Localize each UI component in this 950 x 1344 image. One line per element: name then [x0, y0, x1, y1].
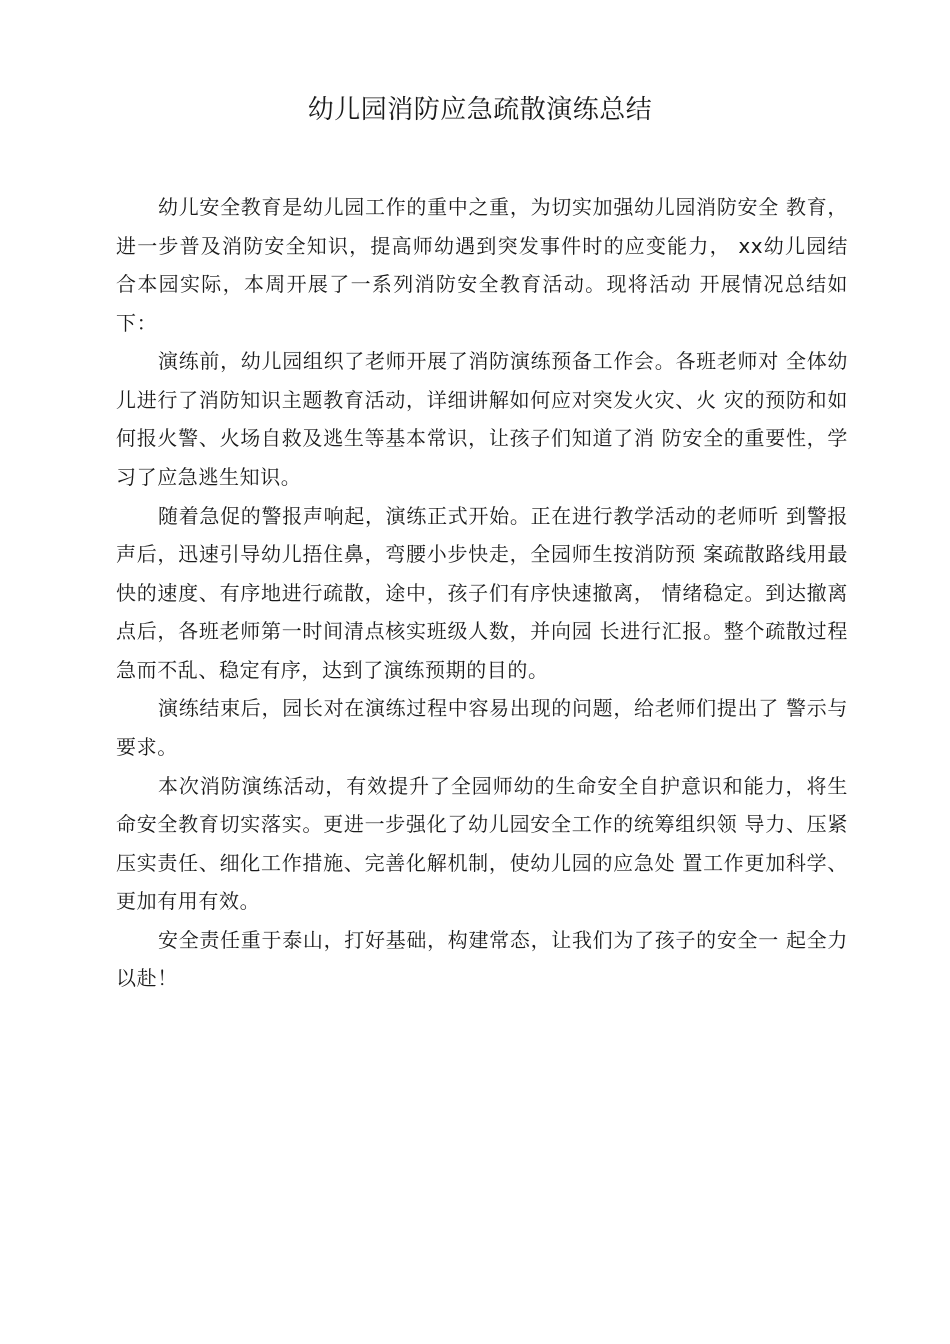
document-title: 幼儿园消防应急疏散演练总结 — [307, 95, 653, 125]
document-body — [116, 188, 848, 998]
paragraph: 本次消防演练活动，有效提升了全园师幼的生命安全自护意识和能力，将生命安全教育切实落实。更进一步强化了幼儿园安全工作的统筹组织领 导力、压紧压实责任、细化工作措施、完善化解机制，使幼儿园的应急处 置工作更加科学、更加有用有效。 — [116, 773, 848, 914]
paragraph: 演练结束后，园长对在演练过程中容易出现的问题，给老师们提出了 警示与要求。 — [116, 696, 848, 759]
paragraph: 随着急促的警报声响起，演练正式开始。正在进行教学活动的老师听 到警报声后，迅速引导幼儿捂住鼻，弯腰小步快走，全园师生按消防预 案疏散路线用最快的速度、有序地进行疏散，途中，孩子们有序快速撤离， 情绪稳定。到达撤离点后，各班老师第一时间清点核实班级人数，并向园 长进行汇报。整个疏散过程急而不乱、稳定有序，达到了演练预期的目的。 — [116, 503, 848, 682]
paragraph: 安全责任重于泰山，打好基础，构建常态，让我们为了孩子的安全一 起全力以赴！ — [116, 927, 848, 991]
paragraph: 演练前，幼儿园组织了老师开展了消防演练预备工作会。各班老师对 全体幼儿进行了消防知识主题教育活动，详细讲解如何应对突发火灾、火 灾的预防和如何报火警、火场自救及逃生等基本常识，让孩子们知道了消 防安全的重要性，学习了应急逃生知识。 — [116, 349, 848, 489]
paragraph: 幼儿安全教育是幼儿园工作的重中之重，为切实加强幼儿园消防安全 教育，进一步普及消防安全知识，提高师幼遇到突发事件时的应变能力， xx幼儿园结合本园实际，本周开展了一系列消防安全教育活动。现将活动 开展情况总结如下： — [116, 195, 848, 335]
